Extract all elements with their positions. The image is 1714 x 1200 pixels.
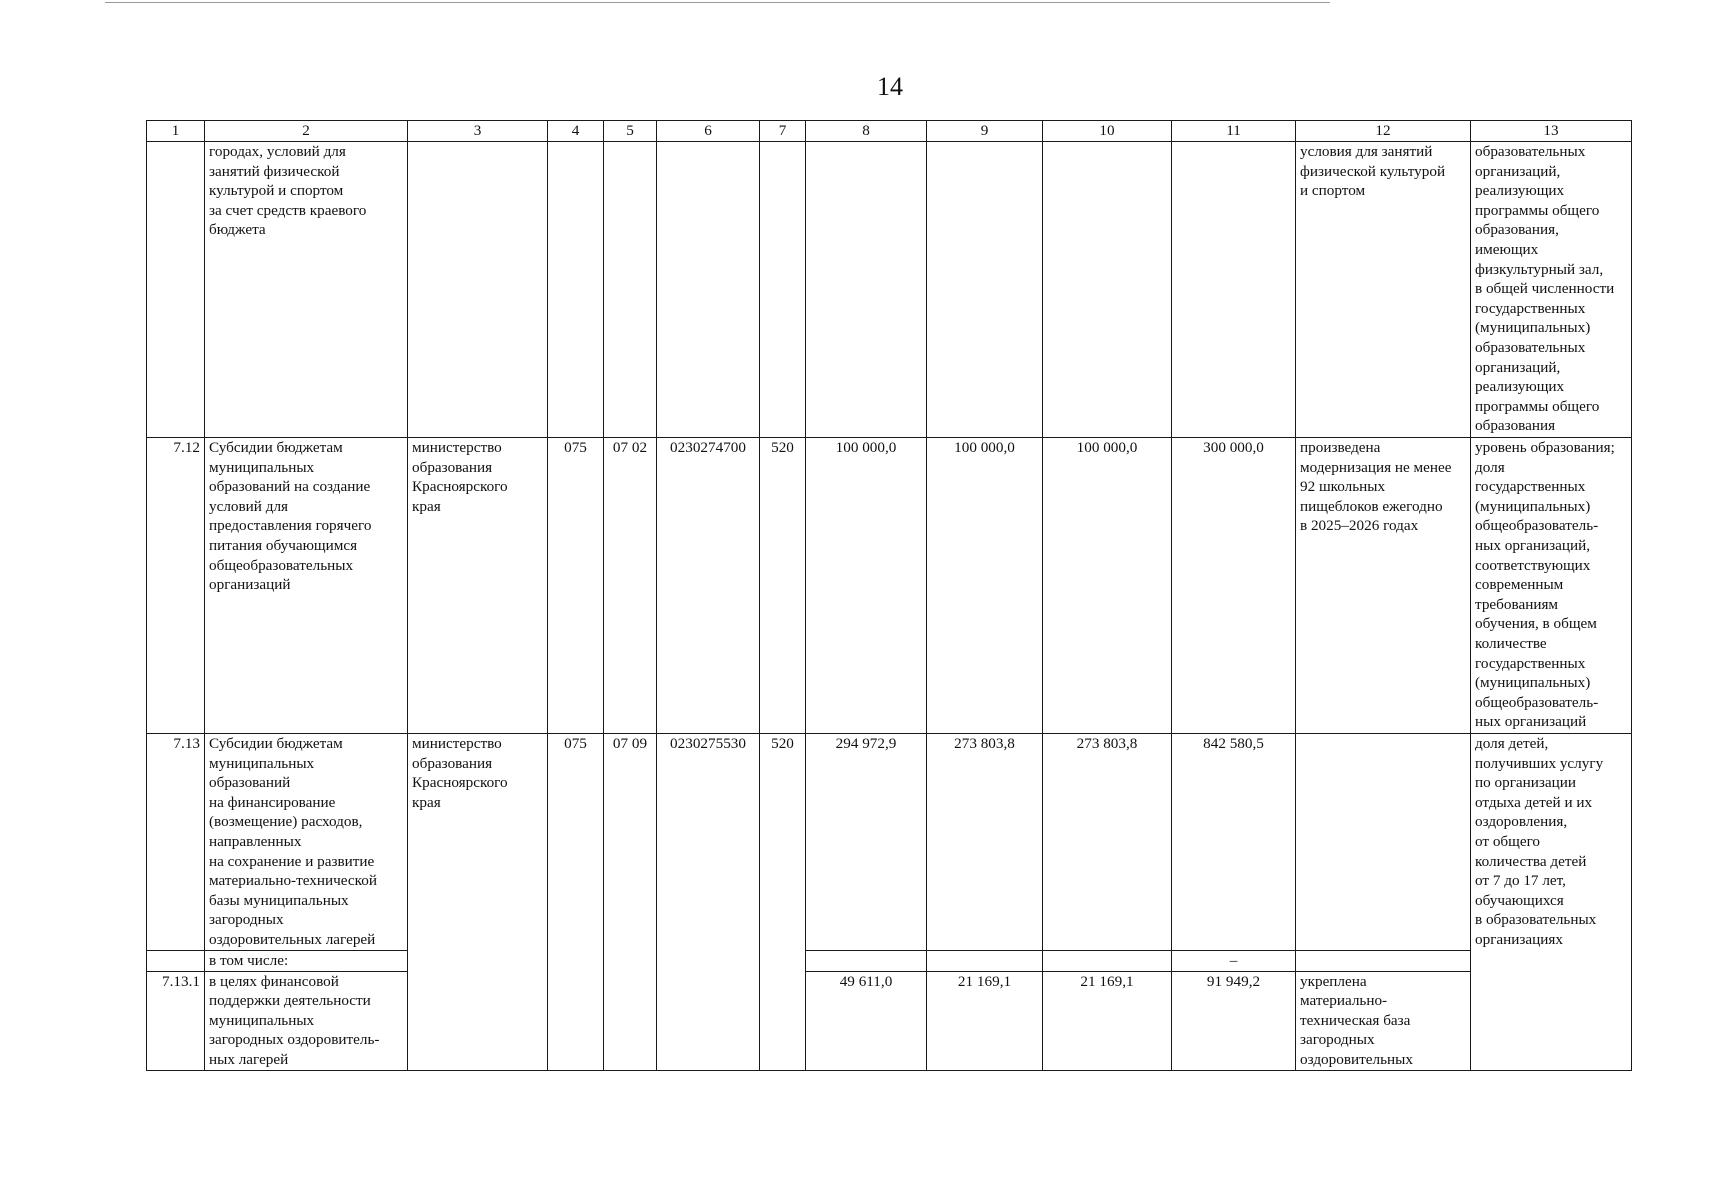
table-row-including: [147, 951, 1632, 972]
cell-num: [147, 951, 205, 972]
col-header-4: 4: [548, 121, 604, 142]
cell-num: 7.12: [147, 438, 205, 734]
cell-rzpr: [604, 142, 657, 438]
cell-amount-total: 91 949,2: [1172, 971, 1296, 1070]
cell-csr: [657, 142, 760, 438]
cell-amount-3: [1043, 951, 1172, 972]
cell-amount-3: 273 803,8: [1043, 734, 1172, 951]
page-number: 14: [877, 72, 903, 101]
cell-amount-2: 21 169,1: [927, 971, 1043, 1070]
cell-amount-1: [806, 142, 927, 438]
cell-vr: 520: [760, 734, 806, 1071]
cell-activity-name: Субсидии бюджетам муниципальных образований на финансирование (возмещение) расходов, направленных на сохранение и развитие материально-технической базы муниципальных загородных оздоровительных лагерей: [205, 734, 408, 951]
col-header-10: 10: [1043, 121, 1172, 142]
col-header-3: 3: [408, 121, 548, 142]
col-header-6: 6: [657, 121, 760, 142]
col-header-7: 7: [760, 121, 806, 142]
cell-amount-total: 300 000,0: [1172, 438, 1296, 734]
cell-csr: 0230274700: [657, 438, 760, 734]
cell-rzpr: 07 09: [604, 734, 657, 1071]
cell-amount-3: 100 000,0: [1043, 438, 1172, 734]
cell-result: произведена модернизация не менее 92 школьных пищеблоков ежегодно в 2025–2026 годах: [1296, 438, 1471, 734]
cell-amount-3: [1043, 142, 1172, 438]
cell-amount-1: [806, 951, 927, 972]
cell-result: [1296, 951, 1471, 972]
col-header-5: 5: [604, 121, 657, 142]
cell-activity-name: в целях финансовой поддержки деятельности муниципальных загородных оздоровитель- ных лагерей: [205, 971, 408, 1070]
cell-amount-2: 273 803,8: [927, 734, 1043, 951]
table-row-continuation: [147, 142, 1632, 438]
scan-edge-line: [105, 2, 1330, 3]
col-header-12: 12: [1296, 121, 1471, 142]
cell-vr: 520: [760, 438, 806, 734]
cell-indicator: образовательных организаций, реализующих программы общего образования, имеющих физкультурный зал, в общей численности государственных (муниципальных) образовательных организаций, реализующих программы общего образования: [1471, 142, 1632, 438]
cell-amount-1: 294 972,9: [806, 734, 927, 951]
col-header-1: 1: [147, 121, 205, 142]
cell-activity-name: Субсидии бюджетам муниципальных образований на создание условий для предоставления горячего питания обучающимся общеобразовательных организаций: [205, 438, 408, 734]
cell-amount-2: 100 000,0: [927, 438, 1043, 734]
cell-csr: 0230275530: [657, 734, 760, 1071]
col-header-13: 13: [1471, 121, 1632, 142]
cell-grbs: 075: [548, 438, 604, 734]
col-header-2: 2: [205, 121, 408, 142]
cell-executor: министерство образования Красноярского края: [408, 438, 548, 734]
cell-vr: [760, 142, 806, 438]
cell-indicator: доля детей, получивших услугу по организации отдыха детей и их оздоровления, от общего количества детей от 7 до 17 лет, обучающихся в образовательных организациях: [1471, 734, 1632, 1071]
cell-amount-1: 49 611,0: [806, 971, 927, 1070]
col-header-9: 9: [927, 121, 1043, 142]
col-header-11: 11: [1172, 121, 1296, 142]
table-row-7-12: [147, 438, 1632, 734]
table-row-7-13-1: [147, 971, 1632, 1070]
cell-indicator: уровень образования; доля государственных (муниципальных) общеобразователь- ных организаций, соответствующих современным требованиям обучения, в общем количестве государственных (муниципальных) общеобразователь- ных организаций: [1471, 438, 1632, 734]
cell-activity-name: городах, условий для занятий физической культурой и спортом за счет средств краевого бюджета: [205, 142, 408, 438]
cell-executor: министерство образования Красноярского края: [408, 734, 548, 1071]
cell-num: [147, 142, 205, 438]
cell-result: укреплена материально- техническая база загородных оздоровительных: [1296, 971, 1471, 1070]
cell-amount-total: [1172, 142, 1296, 438]
cell-amount-3: 21 169,1: [1043, 971, 1172, 1070]
cell-amount-2: [927, 951, 1043, 972]
column-number-row: [147, 121, 1632, 142]
cell-including-label: в том числе:: [205, 951, 408, 972]
cell-result: [1296, 734, 1471, 951]
table-row-7-13: [147, 734, 1632, 951]
cell-executor: [408, 142, 548, 438]
col-header-8: 8: [806, 121, 927, 142]
cell-amount-2: [927, 142, 1043, 438]
cell-amount-total-dash: –: [1172, 951, 1296, 972]
cell-amount-1: 100 000,0: [806, 438, 927, 734]
program-activities-table: [146, 120, 1632, 1071]
cell-num: 7.13.1: [147, 971, 205, 1070]
cell-amount-total: 842 580,5: [1172, 734, 1296, 951]
cell-num: 7.13: [147, 734, 205, 951]
cell-result: условия для занятий физической культурой и спортом: [1296, 142, 1471, 438]
cell-grbs: [548, 142, 604, 438]
cell-rzpr: 07 02: [604, 438, 657, 734]
cell-grbs: 075: [548, 734, 604, 1071]
